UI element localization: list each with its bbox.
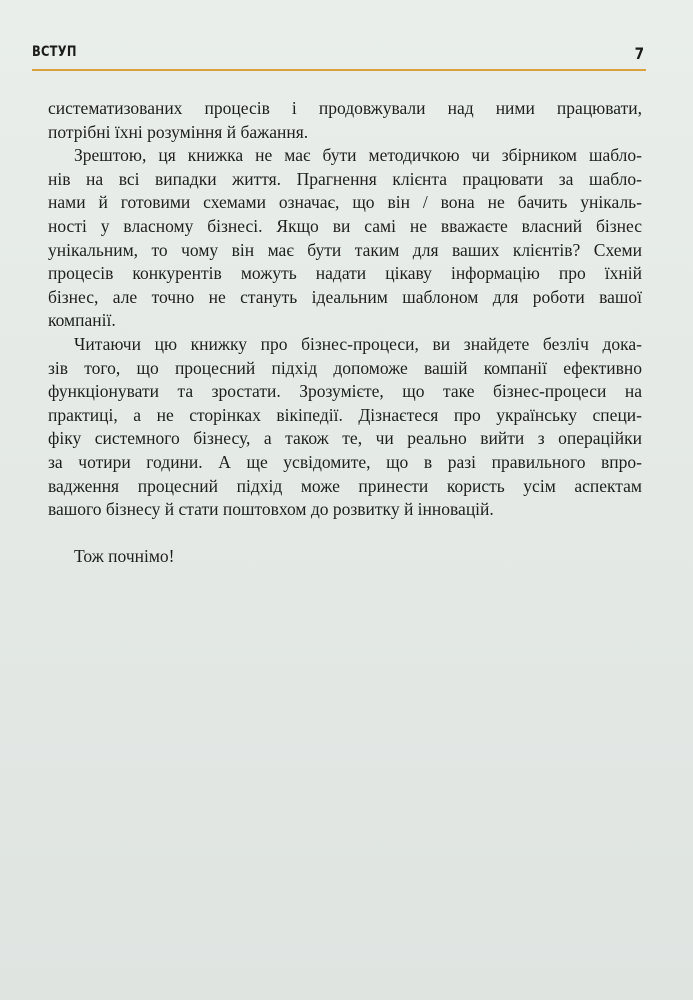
paragraph-line: Тож почнімо! [74, 546, 175, 567]
paragraph-line: вадження процесний підхід може принести користь усім аспектам [48, 475, 642, 496]
page-number: 7 [634, 44, 644, 63]
body-text [48, 97, 642, 569]
paragraph-line: за чотири години. А ще усвідомите, що в разі правильного впро- [48, 451, 642, 472]
page-header [32, 44, 646, 68]
paragraph-line: ності у власному бізнесі. Якщо ви самі не вважаєте власний бізнес [48, 215, 642, 236]
paragraph-line: компанії. [48, 310, 116, 331]
paragraph-line: потрібні їхні розуміння й бажання. [48, 121, 309, 142]
paragraph-line: систематизованих процесів і продовжували над ними працювати, [48, 98, 642, 118]
paragraph-line: зів того, що процесний підхід допоможе вашій компанії ефективно [48, 357, 642, 378]
paragraph-line: вашого бізнесу й стати поштовхом до розвитку й інновацій. [48, 499, 494, 520]
paragraph-line: процесів конкурентів можуть надати цікаву інформацію про їхній [48, 263, 642, 284]
section-title: ВСТУП [32, 44, 77, 60]
paragraph-line: нами й готовими схемами означає, що він / вона не бачить унікаль- [48, 192, 642, 213]
paragraph-line: практиці, а не сторінках вікіпедії. Дізнаєтеся про українську специ- [48, 404, 642, 425]
paragraph-line: бізнес, але точно не стануть ідеальним шаблоном для роботи вашої [48, 286, 642, 307]
paragraph-line: унікальним, то чому він має бути таким для ваших клієнтів? Схеми [48, 239, 642, 260]
header-rule [32, 69, 646, 71]
paragraph-line: фіку системного бізнесу, а також те, чи реально вийти з операційки [48, 428, 642, 449]
paragraph-line: Зрештою, ця книжка не має бути методичкою чи збірником шабло- [74, 145, 642, 166]
paragraph-line: Читаючи цю книжку про бізнес-процеси, ви знайдете безліч дока- [74, 333, 642, 354]
paragraph-line: нів на всі випадки життя. Прагнення клієнта працювати за шабло- [48, 168, 642, 189]
paragraph-line: функціонувати та зростати. Зрозумієте, що таке бізнес-процеси на [48, 381, 642, 402]
paragraph-gap [48, 522, 642, 546]
